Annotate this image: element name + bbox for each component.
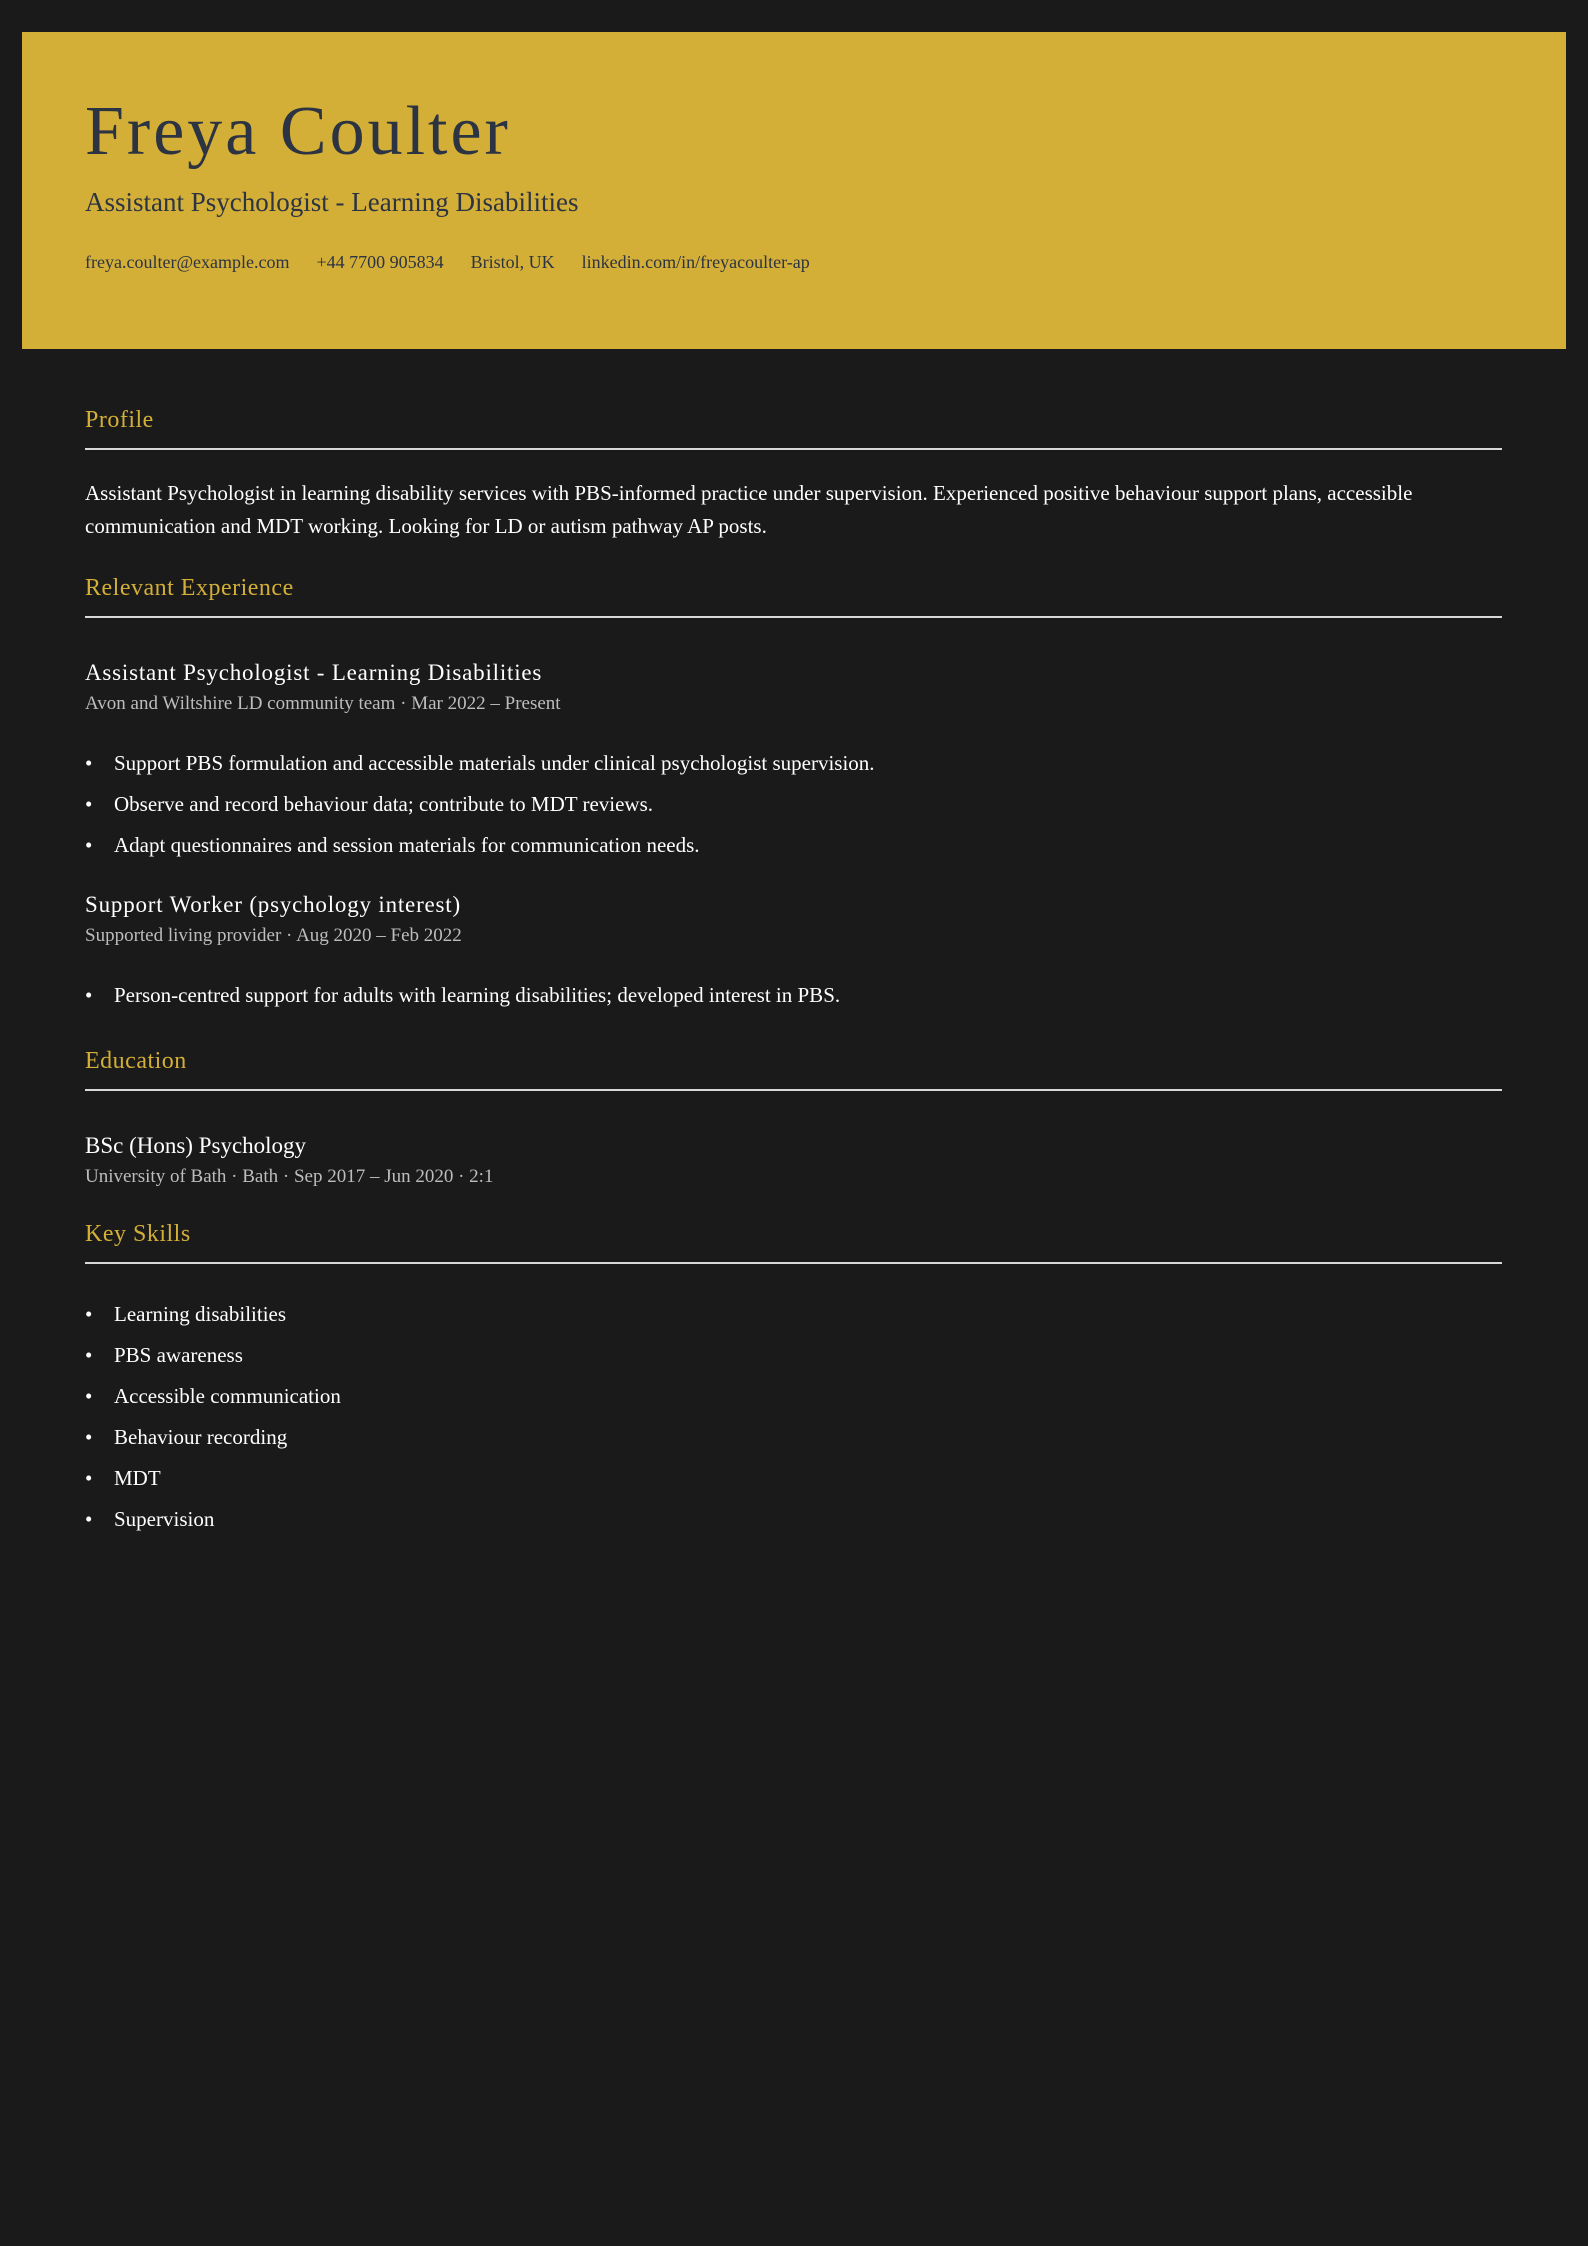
degree-title: BSc (Hons) Psychology <box>85 1132 307 1158</box>
list-item: • MDT <box>85 1458 1502 1499</box>
list-item: • Behaviour recording <box>85 1417 1502 1458</box>
list-item: • Learning disabilities <box>85 1294 1502 1335</box>
list-item: • Adapt questionnaires and session materials for communication needs. <box>85 825 1502 866</box>
job-bullets <box>85 975 1502 1016</box>
list-item: • Accessible communication <box>85 1376 1502 1417</box>
job-entry <box>85 658 1502 866</box>
section-heading-skills: Key Skills <box>85 1219 1502 1264</box>
job-title: Support Worker (psychology interest) <box>85 891 461 917</box>
candidate-title: Assistant Psychologist - Learning Disabilities <box>85 187 579 217</box>
job-meta: Avon and Wiltshire LD community team · Mar 2022 – Present <box>85 693 561 715</box>
section-heading-experience: Relevant Experience <box>85 573 1502 618</box>
contact-phone[interactable]: +44 7700 905834 <box>316 252 444 272</box>
job-title: Assistant Psychologist - Learning Disabilities <box>85 660 543 686</box>
list-item: • Support PBS formulation and accessible materials under clinical psychologist supervision. <box>85 743 1502 784</box>
section-heading-profile: Profile <box>85 405 1502 450</box>
experience-section <box>85 573 1502 1015</box>
job-entry <box>85 890 1502 1016</box>
list-item: • Observe and record behaviour data; contribute to MDT reviews. <box>85 784 1502 825</box>
resume-header <box>22 32 1566 349</box>
education-section <box>85 1046 1502 1190</box>
job-bullets <box>85 743 1502 866</box>
job-meta: Supported living provider · Aug 2020 – Feb 2022 <box>85 924 462 946</box>
skills-section <box>85 1219 1502 1540</box>
list-item: • Supervision <box>85 1499 1502 1540</box>
section-heading-education: Education <box>85 1046 1502 1091</box>
list-item: • Person-centred support for adults with learning disabilities; developed interest in PBS. <box>85 975 1502 1016</box>
contact-location: Bristol, UK <box>470 252 555 272</box>
list-item: • PBS awareness <box>85 1335 1502 1376</box>
contact-bar <box>85 252 810 273</box>
profile-section <box>85 405 1502 543</box>
candidate-name: Freya Coulter <box>85 93 511 170</box>
degree-meta: University of Bath · Bath · Sep 2017 – Jun 2020 · 2:1 <box>85 1165 494 1187</box>
profile-text: Assistant Psychologist in learning disability services with PBS-informed practice under supervision. Experienced positive behaviour support plans, accessible communication and MDT working. Looking for LD or autism pathway AP posts. <box>85 481 1413 539</box>
contact-email[interactable]: freya.coulter@example.com <box>85 252 290 272</box>
skills-list <box>85 1294 1502 1540</box>
resume-body <box>85 405 1502 1540</box>
contact-linkedin[interactable]: linkedin.com/in/freyacoulter-ap <box>581 252 810 272</box>
